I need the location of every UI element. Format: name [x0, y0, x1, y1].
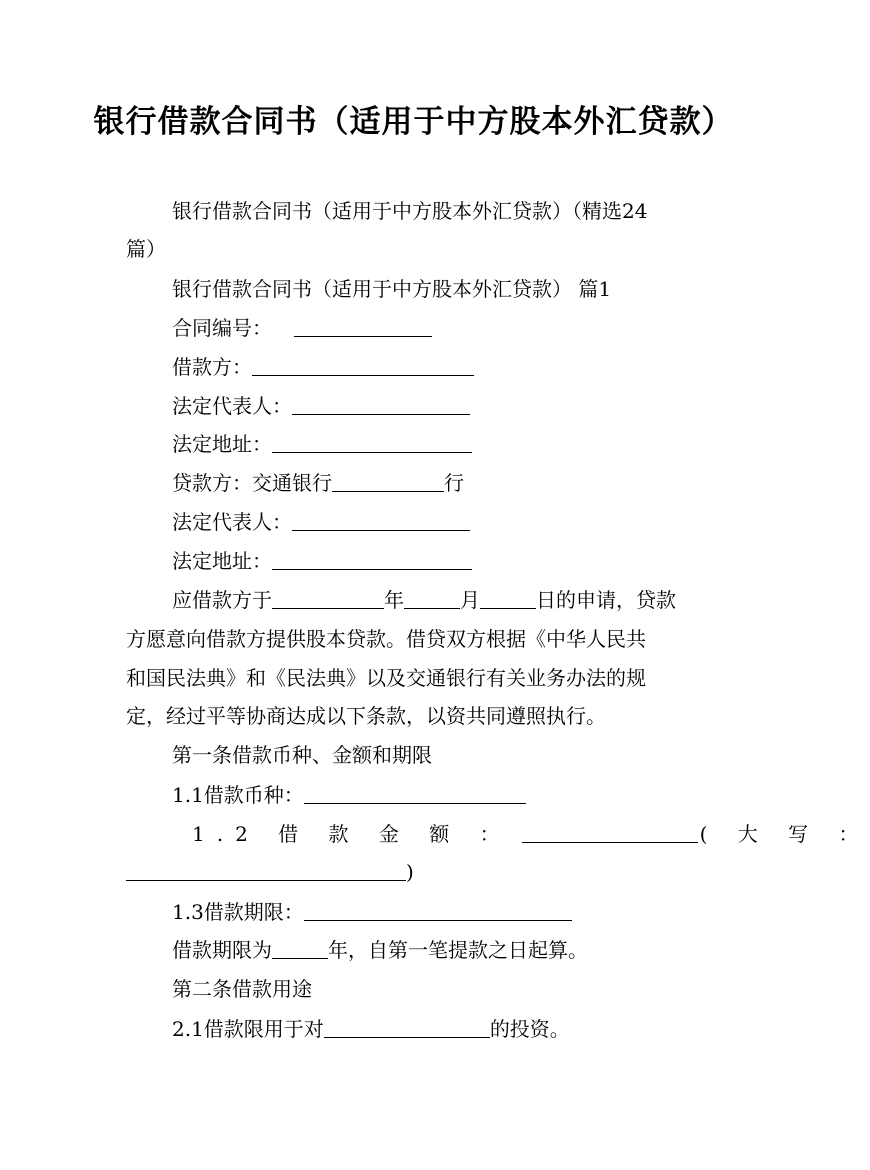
- legal-rep-label-2: 法定代表人：: [172, 510, 292, 534]
- intro-line-1: 银行借款合同书（适用于中方股本外汇贷款）（精选24: [172, 199, 648, 223]
- purpose-row: [172, 1010, 570, 1048]
- document-title: 银行借款合同书（适用于中方股本外汇贷款）: [93, 104, 734, 140]
- term-row: [172, 893, 572, 931]
- para1-line-3: 和国民法典》和《民法典》以及交通银行有关业务办法的规: [126, 666, 646, 690]
- purpose-prefix: 2.1借款限用于对: [172, 1017, 324, 1041]
- amount-blank: [522, 820, 698, 843]
- borrower-blank: [252, 353, 474, 376]
- date-day-blank: [480, 586, 536, 609]
- amount-upper-row: [126, 853, 414, 891]
- para1-text-1: 应借款方于: [172, 588, 272, 612]
- para1-line-2: 方愿意向借款方提供股本贷款。借贷双方根据《中华人民共: [126, 627, 646, 651]
- lender-blank: [332, 469, 444, 492]
- date-month-blank: [404, 586, 460, 609]
- legal-rep-row-1: [172, 387, 470, 425]
- legal-rep-row-2: [172, 503, 470, 541]
- lender-suffix: 行: [444, 471, 464, 495]
- year-label: 年: [384, 588, 404, 612]
- purpose-suffix: 的投资。: [489, 1017, 570, 1041]
- lender-label: 贷款方：交通银行: [172, 471, 332, 495]
- amount-upper-blank: [126, 858, 406, 881]
- legal-rep-blank-2: [292, 508, 470, 531]
- amount-close-paren: ): [406, 860, 414, 884]
- term-desc-prefix: 借款期限为: [172, 938, 272, 962]
- borrower-row: [172, 348, 474, 386]
- intro-line-2: 篇）: [126, 237, 166, 261]
- amount-upper-label: ( 大 写 ：: [699, 822, 870, 846]
- term-desc-row: [172, 931, 588, 969]
- legal-addr-row-2: [172, 542, 472, 580]
- para1-line-4: 定，经过平等协商达成以下条款，以资共同遵照执行。: [126, 704, 606, 728]
- term-label: 1.3借款期限：: [172, 900, 304, 924]
- term-desc-suffix: 年，自第一笔提款之日起算。: [328, 938, 588, 962]
- amount-label: 1.2 借 款 金 额 ：: [192, 822, 512, 846]
- legal-rep-blank-1: [292, 392, 470, 415]
- legal-addr-row-1: [172, 425, 472, 463]
- purpose-blank: [324, 1015, 490, 1038]
- currency-label: 1.1借款币种：: [172, 783, 304, 807]
- legal-rep-label-1: 法定代表人：: [172, 394, 292, 418]
- legal-addr-blank-2: [272, 547, 472, 570]
- contract-no-label: 合同编号：: [172, 316, 272, 340]
- section-heading: 银行借款合同书（适用于中方股本外汇贷款） 篇1: [172, 277, 612, 301]
- month-label: 月: [460, 588, 480, 612]
- amount-row: [192, 815, 870, 853]
- legal-addr-blank-1: [272, 430, 472, 453]
- legal-addr-label-2: 法定地址：: [172, 549, 272, 573]
- term-years-blank: [272, 936, 328, 959]
- para1-line-1: [172, 581, 676, 619]
- article1-heading: 第一条借款币种、金额和期限: [172, 743, 432, 767]
- para1-text-2: 日的申请，贷款: [536, 588, 676, 612]
- article2-heading: 第二条借款用途: [172, 977, 312, 1001]
- currency-row: [172, 776, 526, 814]
- lender-row: [172, 464, 464, 502]
- currency-blank: [304, 781, 526, 804]
- date-year-blank: [272, 586, 384, 609]
- term-blank: [304, 898, 572, 921]
- borrower-label: 借款方：: [172, 355, 252, 379]
- contract-no-row: [172, 309, 432, 347]
- legal-addr-label-1: 法定地址：: [172, 432, 272, 456]
- contract-no-blank: [294, 314, 432, 337]
